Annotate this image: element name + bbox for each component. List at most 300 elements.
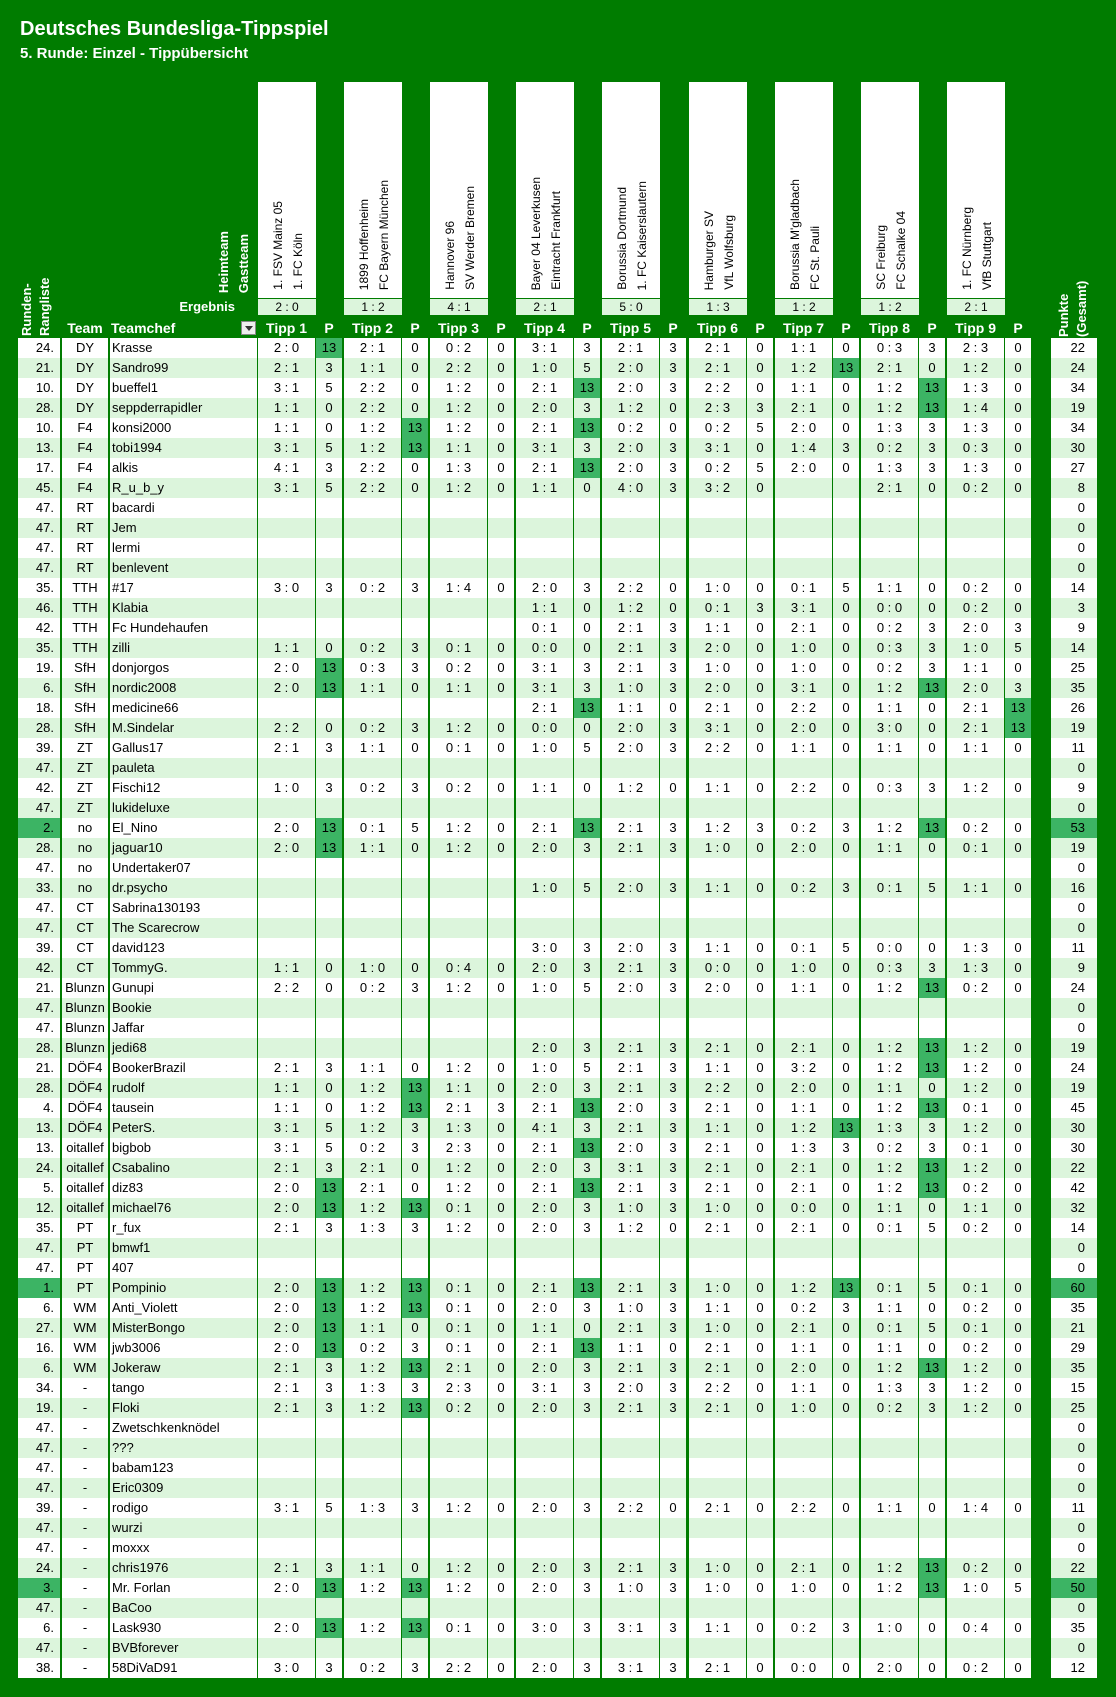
tipp-cell: 0 : 3: [861, 778, 918, 798]
tipp-cell: 1 : 2: [861, 1058, 918, 1078]
points-cell: [660, 1238, 686, 1258]
points-cell: [660, 1258, 686, 1278]
tipp-cell: [344, 798, 401, 818]
tipp-cell: 2 : 0: [258, 1278, 315, 1298]
table-row: [0, 1098, 1116, 1118]
points-cell: [833, 798, 859, 818]
points-cell: 0: [1005, 1218, 1031, 1238]
tipp-cell: 0 : 1: [430, 638, 487, 658]
tipp-cell: [516, 898, 573, 918]
tipp-cell: 1 : 2: [861, 1558, 918, 1578]
points-cell: 3: [919, 618, 945, 638]
tipp-cell: 1 : 3: [430, 458, 487, 478]
points-cell: 0: [1005, 958, 1031, 978]
points-cell: 3: [660, 1618, 686, 1638]
total-points-cell: 53: [1051, 818, 1097, 838]
points-cell: 0: [747, 438, 773, 458]
tipp-cell: [775, 478, 832, 498]
tipp-cell: [516, 1478, 573, 1498]
points-cell: 0: [402, 458, 428, 478]
points-cell: [660, 498, 686, 518]
rank-cell: 47.: [18, 898, 60, 918]
points-cell: 0: [488, 818, 514, 838]
table-row: [0, 698, 1116, 718]
points-cell: 3: [316, 1358, 342, 1378]
rank-cell: 21.: [18, 978, 60, 998]
teamchef-cell: Pompinio: [110, 1278, 257, 1298]
tipp-cell: 2 : 1: [602, 1558, 659, 1578]
total-points-cell: 0: [1051, 1018, 1097, 1038]
points-cell: 0: [919, 698, 945, 718]
total-points-cell: 24: [1051, 978, 1097, 998]
total-points-cell: 0: [1051, 1438, 1097, 1458]
points-cell: 0: [1005, 1618, 1031, 1638]
team-cell: oitallef: [62, 1138, 108, 1158]
points-cell: 0: [488, 358, 514, 378]
points-8-header: P: [927, 320, 937, 336]
points-cell: 3: [574, 1558, 600, 1578]
teamchef-cell: chris1976: [110, 1558, 257, 1578]
points-cell: 0: [1005, 458, 1031, 478]
tipp-cell: 2 : 0: [775, 458, 832, 478]
tipp-cell: 1 : 3: [947, 958, 1004, 978]
tipp-cell: 0 : 3: [861, 338, 918, 358]
tipp-cell: 2 : 1: [258, 1558, 315, 1578]
points-cell: 0: [1005, 1058, 1031, 1078]
tipp-cell: 2 : 2: [602, 578, 659, 598]
tipp-cell: [344, 618, 401, 638]
points-cell: 0: [747, 1558, 773, 1578]
points-cell: [747, 1598, 773, 1618]
table-row: [0, 1438, 1116, 1458]
tipp-cell: [947, 1458, 1004, 1478]
tipp-cell: [344, 1598, 401, 1618]
tipp-cell: 1 : 1: [775, 738, 832, 758]
points-cell: 0: [488, 1138, 514, 1158]
total-points-cell: 11: [1051, 738, 1097, 758]
tipp-cell: 1 : 2: [430, 1158, 487, 1178]
points-cell: 0: [488, 1338, 514, 1358]
tipp-cell: [258, 1538, 315, 1558]
tipp-cell: [775, 1238, 832, 1258]
tipp-cell: [258, 878, 315, 898]
tipp-cell: [861, 498, 918, 518]
rank-cell: 39.: [18, 738, 60, 758]
tipp-cell: [258, 698, 315, 718]
points-cell: 3: [660, 1058, 686, 1078]
points-cell: 0: [747, 738, 773, 758]
tipp-cell: 0 : 3: [861, 958, 918, 978]
team-cell: RT: [62, 538, 108, 558]
tipp-cell: 3 : 2: [689, 478, 746, 498]
tipp-cell: 1 : 4: [430, 578, 487, 598]
points-cell: 3: [574, 1398, 600, 1418]
match-7-teams: [775, 82, 833, 298]
points-cell: 0: [919, 1338, 945, 1358]
points-cell: 5: [574, 1058, 600, 1078]
points-cell: 0: [402, 838, 428, 858]
points-cell: 0: [747, 1378, 773, 1398]
points-cell: 0: [660, 418, 686, 438]
points-cell: 3: [919, 1398, 945, 1418]
rank-cell: 21.: [18, 358, 60, 378]
tipp-cell: 1 : 2: [861, 818, 918, 838]
tipp-cell: 3 : 0: [258, 578, 315, 598]
total-points-cell: 0: [1051, 918, 1097, 938]
tipp-cell: [344, 1418, 401, 1438]
tipp-cell: 0 : 2: [947, 598, 1004, 618]
tipp-cell: [516, 798, 573, 818]
points-cell: 3: [919, 338, 945, 358]
tipp-cell: 1 : 2: [775, 1118, 832, 1138]
tipp-cell: [258, 558, 315, 578]
tipp-cell: 0 : 4: [430, 958, 487, 978]
tipp-cell: 2 : 1: [602, 1058, 659, 1078]
tipp-cell: 1 : 1: [258, 1078, 315, 1098]
points-cell: 0: [1005, 578, 1031, 598]
tipp-cell: 0 : 1: [947, 1138, 1004, 1158]
tipp-cell: [516, 518, 573, 538]
points-cell: 3: [660, 1398, 686, 1418]
tipp-cell: 2 : 1: [602, 1038, 659, 1058]
points-cell: 0: [1005, 598, 1031, 618]
points-cell: 0: [747, 338, 773, 358]
points-cell: [574, 998, 600, 1018]
tipp-cell: [775, 1638, 832, 1658]
table-row: [0, 818, 1116, 838]
match-9-teams: [947, 82, 1005, 298]
points-cell: [574, 898, 600, 918]
tipp-cell: [258, 1638, 315, 1658]
match-home-team: Borussia Dortmund: [615, 187, 629, 290]
points-cell: [919, 1638, 945, 1658]
team-cell: F4: [62, 478, 108, 498]
tipp-cell: 0 : 1: [430, 1338, 487, 1358]
total-points-cell: 22: [1051, 1158, 1097, 1178]
points-cell: 0: [316, 978, 342, 998]
points-5-header: P: [668, 320, 678, 336]
tipp-cell: [516, 1238, 573, 1258]
tipp-cell: 3 : 1: [258, 1498, 315, 1518]
tipp-cell: [602, 498, 659, 518]
teamchef-cell: BookerBrazil: [110, 1058, 257, 1078]
points-cell: 13: [316, 1318, 342, 1338]
tipp-cell: 1 : 2: [861, 1098, 918, 1118]
tipp-cell: 0 : 1: [430, 1318, 487, 1338]
points-cell: [1005, 898, 1031, 918]
tipp-cell: 3 : 0: [258, 1658, 315, 1678]
table-row: [0, 718, 1116, 738]
tipp-cell: 2 : 1: [258, 1398, 315, 1418]
tipp-cell: 1 : 0: [861, 1618, 918, 1638]
tipp-cell: 1 : 1: [258, 638, 315, 658]
points-cell: [488, 1258, 514, 1278]
team-cell: DÖF4: [62, 1098, 108, 1118]
points-cell: 3: [574, 1358, 600, 1378]
teamchef-cell: jaguar10: [110, 838, 257, 858]
points-cell: 13: [402, 418, 428, 438]
tipp-cell: [947, 538, 1004, 558]
table-row: [0, 378, 1116, 398]
team-cell: DÖF4: [62, 1078, 108, 1098]
teamchef-cell: lukideluxe: [110, 798, 257, 818]
tipp-5-header: Tipp 5: [610, 320, 651, 336]
tipp-cell: 2 : 2: [689, 378, 746, 398]
points-cell: 0: [1005, 1398, 1031, 1418]
tipp-cell: 1 : 4: [947, 398, 1004, 418]
points-cell: 0: [833, 1338, 859, 1358]
points-cell: 0: [1005, 1178, 1031, 1198]
points-cell: [919, 858, 945, 878]
tipp-cell: 2 : 1: [516, 1138, 573, 1158]
points-cell: [402, 518, 428, 538]
points-cell: [402, 698, 428, 718]
points-cell: 0: [1005, 938, 1031, 958]
tipp-cell: [344, 998, 401, 1018]
points-cell: 0: [488, 1318, 514, 1338]
points-cell: [747, 498, 773, 518]
team-cell: WM: [62, 1318, 108, 1338]
team-cell: Blunzn: [62, 1018, 108, 1038]
points-cell: [488, 998, 514, 1018]
tipp-cell: 2 : 1: [689, 1158, 746, 1178]
tipp-cell: [430, 1478, 487, 1498]
team-cell: TTH: [62, 618, 108, 638]
points-cell: 0: [833, 718, 859, 738]
tipp-cell: 1 : 1: [775, 1338, 832, 1358]
points-cell: 3: [574, 338, 600, 358]
points-cell: 0: [574, 1318, 600, 1338]
table-row: [0, 1558, 1116, 1578]
teamchef-cell: dr.psycho: [110, 878, 257, 898]
tipp-cell: 2 : 0: [516, 1298, 573, 1318]
points-cell: [316, 598, 342, 618]
points-cell: 3: [402, 1498, 428, 1518]
teamchef-filter-button[interactable]: [241, 321, 256, 335]
team-cell: -: [62, 1378, 108, 1398]
tipp-cell: 1 : 3: [344, 1378, 401, 1398]
tipp-cell: 1 : 1: [775, 1098, 832, 1118]
rank-cell: 10.: [18, 418, 60, 438]
points-cell: 0: [833, 1318, 859, 1338]
team-cell: -: [62, 1498, 108, 1518]
table-row: [0, 778, 1116, 798]
tipp-cell: [689, 1478, 746, 1498]
team-cell: RT: [62, 558, 108, 578]
tipp-cell: [602, 1518, 659, 1538]
points-cell: 3: [660, 1318, 686, 1338]
tipp-cell: 3 : 2: [775, 1058, 832, 1078]
points-cell: 0: [1005, 1138, 1031, 1158]
tipp-cell: [344, 1018, 401, 1038]
tipp-cell: 1 : 2: [430, 1558, 487, 1578]
points-cell: 3: [660, 818, 686, 838]
points-cell: 0: [1005, 1198, 1031, 1218]
points-cell: 3: [660, 1558, 686, 1578]
points-cell: 0: [833, 1398, 859, 1418]
points-cell: 0: [833, 618, 859, 638]
total-points-cell: 50: [1051, 1578, 1097, 1598]
points-cell: 3: [660, 1578, 686, 1598]
tipp-cell: 0 : 0: [775, 1658, 832, 1678]
rank-cell: 47.: [18, 1518, 60, 1538]
rank-cell: 47.: [18, 538, 60, 558]
points-cell: 3: [574, 1498, 600, 1518]
table-row: [0, 1378, 1116, 1398]
points-cell: 13: [316, 1198, 342, 1218]
tipp-cell: 1 : 0: [947, 638, 1004, 658]
total-points-cell: 0: [1051, 1478, 1097, 1498]
tipp-cell: [516, 1538, 573, 1558]
tipp-cell: [689, 1458, 746, 1478]
tipp-cell: 1 : 2: [861, 978, 918, 998]
points-cell: [919, 1418, 945, 1438]
points-cell: 0: [919, 718, 945, 738]
teamchef-cell: r_fux: [110, 1218, 257, 1238]
tipp-cell: 0 : 2: [775, 1298, 832, 1318]
team-cell: -: [62, 1578, 108, 1598]
tipp-cell: 2 : 0: [602, 438, 659, 458]
ergebnis-label: Ergebnis: [179, 299, 235, 314]
points-cell: 0: [833, 1578, 859, 1598]
points-cell: 0: [747, 1498, 773, 1518]
points-cell: 3: [660, 618, 686, 638]
points-cell: 13: [574, 1278, 600, 1298]
points-cell: 3: [660, 1078, 686, 1098]
tipp-cell: [947, 1538, 1004, 1558]
points-cell: 3: [574, 1298, 600, 1318]
points-cell: [919, 518, 945, 538]
tipp-cell: [947, 1598, 1004, 1618]
tipp-cell: [602, 1238, 659, 1258]
teamchef-cell: pauleta: [110, 758, 257, 778]
table-row: [0, 1118, 1116, 1138]
teamchef-cell: benlevent: [110, 558, 257, 578]
points-cell: 13: [402, 1198, 428, 1218]
points-cell: 0: [574, 598, 600, 618]
points-cell: 0: [660, 1498, 686, 1518]
teamchef-cell: david123: [110, 938, 257, 958]
tipp-cell: [861, 538, 918, 558]
tipp-cell: 2 : 1: [516, 378, 573, 398]
tipp-cell: 2 : 0: [602, 458, 659, 478]
points-cell: 0: [747, 478, 773, 498]
total-points-cell: 0: [1051, 798, 1097, 818]
points-cell: [747, 858, 773, 878]
table-row: [0, 598, 1116, 618]
points-cell: 0: [833, 1078, 859, 1098]
team-cell: oitallef: [62, 1178, 108, 1198]
points-cell: 3: [660, 438, 686, 458]
points-cell: 0: [747, 1198, 773, 1218]
tipp-cell: 1 : 2: [947, 358, 1004, 378]
points-cell: 0: [488, 1058, 514, 1078]
points-cell: 0: [660, 778, 686, 798]
points-cell: 0: [1005, 1078, 1031, 1098]
tipp-cell: 1 : 2: [861, 398, 918, 418]
team-cell: SfH: [62, 678, 108, 698]
points-cell: [488, 1478, 514, 1498]
points-cell: 13: [919, 1158, 945, 1178]
tipp-cell: [775, 998, 832, 1018]
points-cell: [919, 498, 945, 518]
tipp-cell: [602, 918, 659, 938]
tipp-cell: 0 : 2: [947, 978, 1004, 998]
tipp-cell: 1 : 2: [430, 978, 487, 998]
tipp-cell: [775, 1438, 832, 1458]
tipp-cell: [430, 878, 487, 898]
points-cell: 0: [1005, 398, 1031, 418]
points-cell: 0: [919, 358, 945, 378]
points-cell: [402, 878, 428, 898]
points-cell: 3: [660, 1038, 686, 1058]
points-cell: 0: [747, 638, 773, 658]
tipp-cell: 0 : 2: [947, 578, 1004, 598]
tipp-cell: 1 : 3: [947, 938, 1004, 958]
tipp-4-header: Tipp 4: [524, 320, 565, 336]
points-cell: [1005, 538, 1031, 558]
points-cell: 0: [488, 1658, 514, 1678]
tipp-cell: [516, 538, 573, 558]
team-cell: -: [62, 1438, 108, 1458]
tipp-cell: [689, 1518, 746, 1538]
tipp-cell: 2 : 1: [689, 1498, 746, 1518]
points-cell: [919, 998, 945, 1018]
tipp-cell: 3 : 1: [258, 438, 315, 458]
match-home-team: Borussia M'gladbach: [788, 178, 802, 290]
tipp-cell: 1 : 0: [516, 978, 573, 998]
tipp-cell: 0 : 2: [861, 1398, 918, 1418]
tipp-cell: 0 : 2: [430, 658, 487, 678]
points-cell: 0: [747, 938, 773, 958]
points-cell: [919, 558, 945, 578]
tipp-cell: 1 : 2: [947, 1058, 1004, 1078]
team-cell: ZT: [62, 778, 108, 798]
tipp-cell: 2 : 2: [689, 1378, 746, 1398]
tipp-cell: 1 : 1: [258, 1098, 315, 1118]
match-guest-team: 1. FC Kaiserslautern: [635, 180, 649, 290]
points-cell: 13: [919, 398, 945, 418]
rank-cell: 42.: [18, 618, 60, 638]
team-cell: Blunzn: [62, 978, 108, 998]
tipp-cell: 2 : 1: [775, 618, 832, 638]
points-cell: 0: [747, 678, 773, 698]
teamchef-cell: PeterS.: [110, 1118, 257, 1138]
tipp-cell: [861, 1458, 918, 1478]
tipp-cell: [689, 1418, 746, 1438]
points-cell: 13: [574, 1338, 600, 1358]
rank-cell: 33.: [18, 878, 60, 898]
match-9-result: 2 : 1: [947, 299, 1005, 315]
tipp-cell: [775, 1418, 832, 1438]
points-cell: 0: [833, 958, 859, 978]
table-row: [0, 1158, 1116, 1178]
team-cell: DY: [62, 398, 108, 418]
points-cell: 3: [919, 1118, 945, 1138]
tipp-cell: [689, 1258, 746, 1278]
match-guest-team: VfL Wolfsburg: [722, 215, 736, 290]
rank-cell: 1.: [18, 1278, 60, 1298]
points-cell: 0: [747, 958, 773, 978]
tipp-cell: 0 : 4: [947, 1618, 1004, 1638]
points-cell: [833, 1438, 859, 1458]
points-cell: 0: [488, 778, 514, 798]
points-cell: [1005, 1638, 1031, 1658]
points-cell: 13: [316, 1578, 342, 1598]
points-cell: 13: [1005, 718, 1031, 738]
tipp-cell: 1 : 1: [430, 1078, 487, 1098]
tipp-cell: [258, 538, 315, 558]
